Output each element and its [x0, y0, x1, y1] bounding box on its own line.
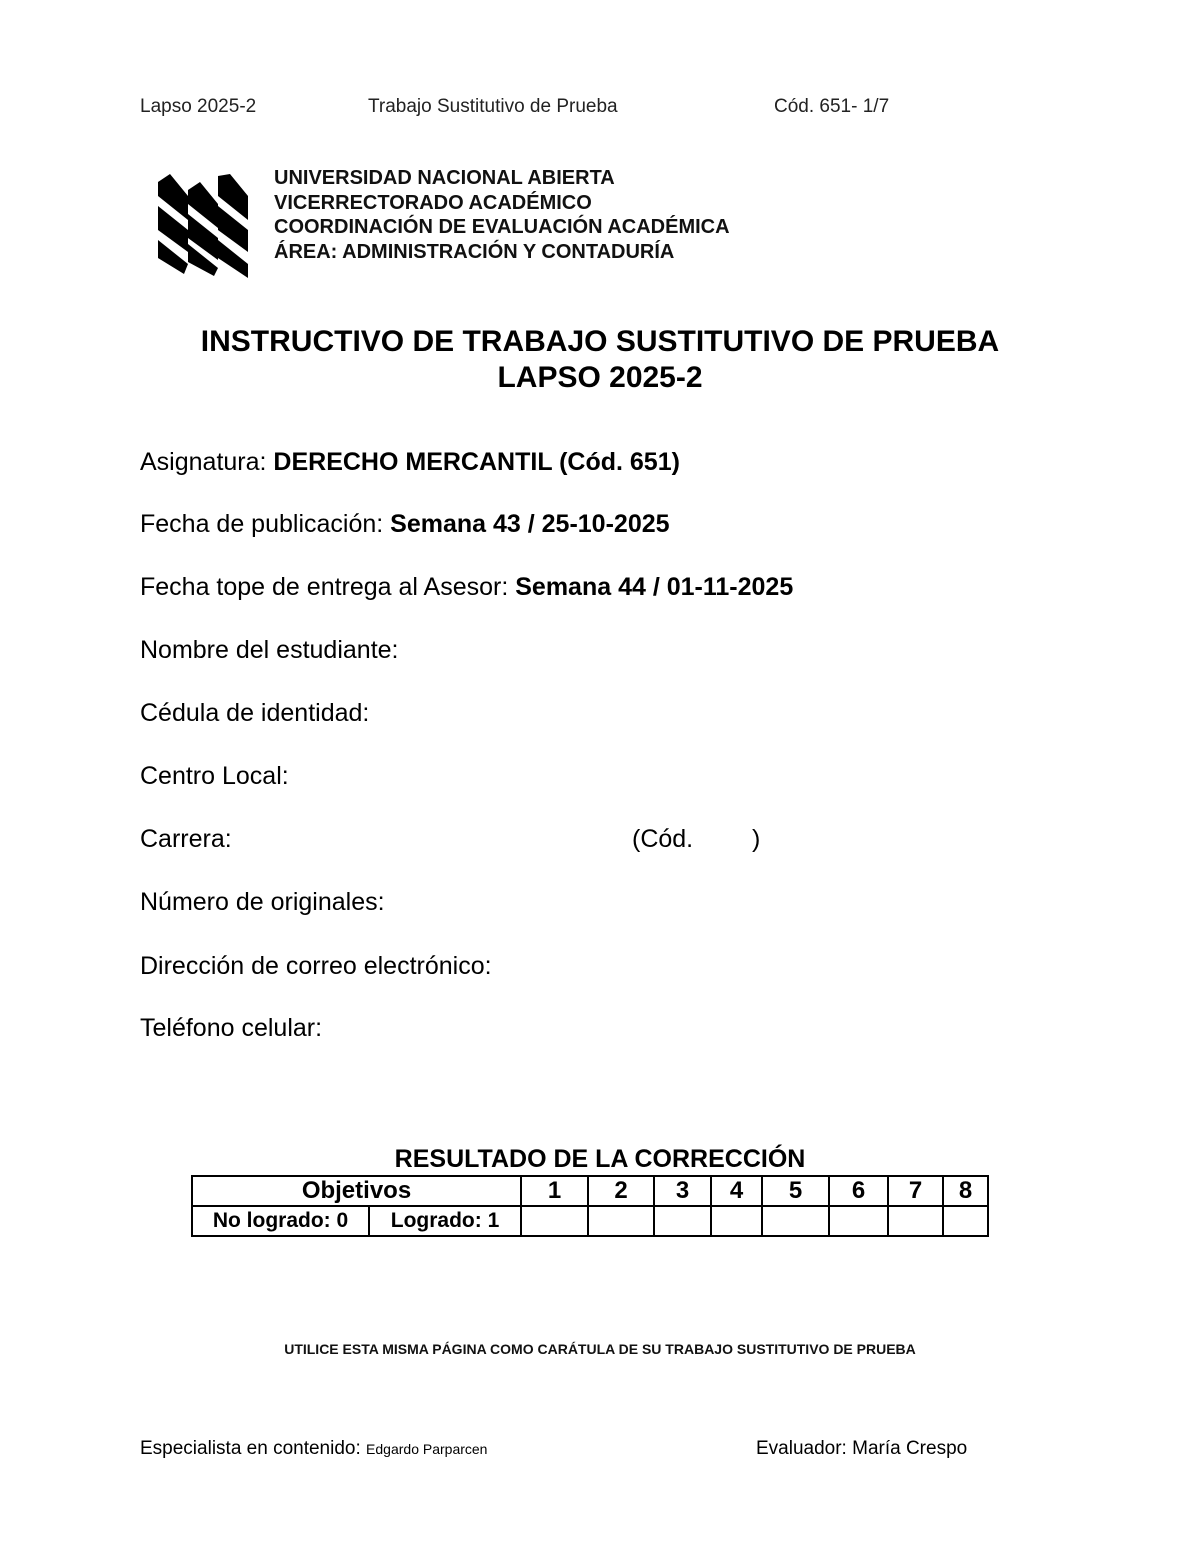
cover-page-note: UTILICE ESTA MISMA PÁGINA COMO CARÁTULA DE SU TRABAJO SUSTITUTIVO DE PRUEBA [284, 1341, 916, 1357]
cedula-label: Cédula de identidad: [140, 699, 370, 727]
objective-1-header: 1 [521, 1176, 588, 1206]
area: ÁREA: ADMINISTRACIÓN Y CONTADURÍA [274, 240, 675, 263]
centro-local-label: Centro Local: [140, 762, 289, 790]
objective-2-header: 2 [588, 1176, 654, 1206]
especialista-name: Edgardo Parparcen [366, 1441, 488, 1457]
carrera-cod-open: (Cód. [632, 825, 694, 853]
una-logo-icon [156, 174, 250, 278]
objective-2-score-cell[interactable] [588, 1206, 654, 1236]
page-subtitle: LAPSO 2025-2 [497, 361, 703, 394]
objective-7-header: 7 [888, 1176, 943, 1206]
asignatura-field [140, 448, 680, 477]
objective-6-header: 6 [829, 1176, 888, 1206]
results-title: RESULTADO DE LA CORRECCIÓN [394, 1145, 806, 1173]
objective-5-score-cell[interactable] [762, 1206, 829, 1236]
no-logrado-label: No logrado: 0 [192, 1206, 369, 1236]
objective-8-header: 8 [943, 1176, 988, 1206]
carrera-label: Carrera: [140, 825, 232, 853]
entrega-label: Fecha tope de entrega al Asesor: [140, 573, 516, 601]
nombre-label: Nombre del estudiante: [140, 636, 399, 664]
institution-name: UNIVERSIDAD NACIONAL ABIERTA [274, 167, 615, 189]
objective-4-header: 4 [711, 1176, 762, 1206]
logrado-label: Logrado: 1 [369, 1206, 521, 1236]
entrega-value: Semana 44 / 01-11-2025 [515, 573, 794, 601]
results-score-row [192, 1206, 988, 1236]
evaluador-field: Evaluador: María Crespo [756, 1438, 968, 1459]
results-table [191, 1175, 989, 1237]
publicacion-label: Fecha de publicación: [140, 510, 391, 538]
header-lapso: Lapso 2025-2 [140, 96, 257, 117]
entrega-field [140, 573, 793, 602]
especialista-field [140, 1438, 487, 1460]
asignatura-label: Asignatura: [140, 448, 274, 476]
objective-3-header: 3 [654, 1176, 711, 1206]
objective-6-score-cell[interactable] [829, 1206, 888, 1236]
carrera-cod-close: ) [752, 825, 761, 853]
objective-3-score-cell[interactable] [654, 1206, 711, 1236]
especialista-label: Especialista en contenido: [140, 1438, 367, 1459]
publicacion-value: Semana 43 / 25-10-2025 [390, 510, 670, 538]
page-title: INSTRUCTIVO DE TRABAJO SUSTITUTIVO DE PRUEBA [200, 325, 1000, 358]
results-header-row [192, 1176, 988, 1206]
objective-1-score-cell[interactable] [521, 1206, 588, 1236]
originales-label: Número de originales: [140, 888, 385, 916]
objective-8-score-cell[interactable] [943, 1206, 988, 1236]
coordinacion: COORDINACIÓN DE EVALUACIÓN ACADÉMICA [274, 216, 730, 238]
header-doc-type: Trabajo Sustitutivo de Prueba [368, 96, 618, 117]
telefono-label: Teléfono celular: [140, 1014, 323, 1042]
asignatura-value: DERECHO MERCANTIL (Cód. 651) [273, 448, 680, 476]
objective-5-header: 5 [762, 1176, 829, 1206]
institution-block [274, 166, 730, 264]
correo-label: Dirección de correo electrónico: [140, 952, 492, 980]
objetivos-header: Objetivos [192, 1176, 521, 1206]
objective-4-score-cell[interactable] [711, 1206, 762, 1236]
publicacion-field [140, 510, 670, 539]
objective-7-score-cell[interactable] [888, 1206, 943, 1236]
header-code-page: Cód. 651- 1/7 [774, 96, 890, 117]
vicerrectorado: VICERRECTORADO ACADÉMICO [274, 191, 592, 214]
